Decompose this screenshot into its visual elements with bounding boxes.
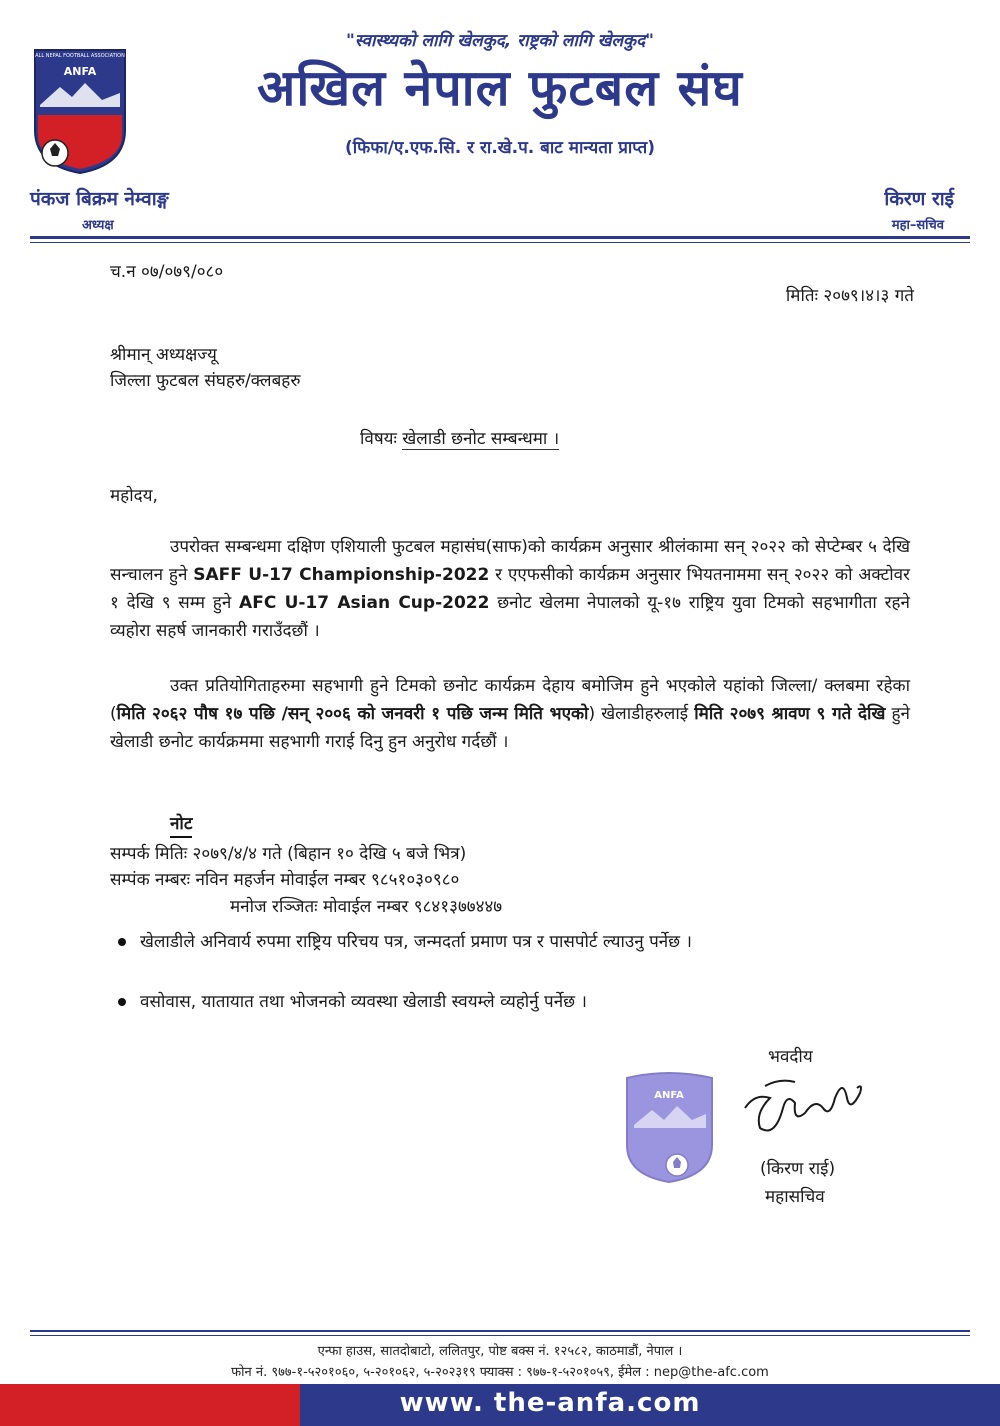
- subject-text: खेलाडी छनोट सम्बन्धमा ।: [402, 429, 560, 449]
- secretary-name: किरण राई: [884, 188, 954, 210]
- subject-line: [360, 425, 559, 453]
- website-link[interactable]: www. the-anfa.com: [399, 1388, 701, 1418]
- closing: भवदीय: [768, 1047, 813, 1067]
- president-title: अध्यक्ष: [82, 218, 114, 233]
- signer-title: महासचिव: [765, 1187, 825, 1207]
- org-name: अखिल नेपाल फुटबल संघ: [257, 59, 743, 117]
- footer-address: एन्फा हाउस, सातदोबाटो, ललितपुर, पोष्ट बक्स नं. १२५८२, काठमाडौं, नेपाल ।: [317, 1344, 683, 1359]
- note-bullet-2: वसोवास, यातायात तथा भोजनको व्यवस्था खेलाडी स्वयम्ले व्यहोर्नु पर्नेछ ।: [140, 988, 910, 1016]
- stamp-logo-text: ANFA: [654, 1090, 684, 1101]
- anfa-stamp: [622, 1070, 717, 1185]
- footer-divider-thin: [30, 1335, 970, 1336]
- contact-number-1: सम्पंक नम्बरः नविन महर्जन मोवाईल नम्बर ९८५१०३०९८०: [110, 870, 460, 890]
- contact-date: सम्पर्क मितिः २०७९/४/४ गते (बिहान १० देखि ५ बजे भित्र): [110, 844, 467, 864]
- recognition-line: (फिफा/ए.एफ.सि. र रा.खे.प. बाट मान्यता प्राप्त): [345, 138, 655, 158]
- president-name: पंकज बिक्रम नेम्वाङ्ग: [30, 188, 169, 210]
- website-band-accent: [0, 1384, 300, 1426]
- note-bullet-1: खेलाडीले अनिवार्य रुपमा राष्ट्रिय परिचय पत्र, जन्मदर्ता प्रमाण पत्र र पासपोर्ट ल्याउनु पर्नेछ ।: [140, 928, 910, 956]
- letter-date: मितिः २०७९।४।३ गते: [785, 286, 914, 306]
- note-heading: नोट: [170, 812, 192, 838]
- header-divider: [30, 236, 970, 239]
- addressee-line-2: जिल्ला फुटबल संघहरु/क्लबहरु: [110, 371, 301, 391]
- footer-contact: फोन नं. ९७७-१-५२०१०६०, ५-२०१०६२, ५-२०२३१९ फ्याक्स : ९७७-१-५२०१०५९, ईमेल : nep@the-afc.com: [231, 1365, 769, 1380]
- bullet-icon: [118, 998, 126, 1006]
- paragraph-1: उपरोक्त सम्बन्धमा दक्षिण एशियाली फुटबल महासंघ(साफ)को कार्यक्रम अनुसार श्रीलंकामा सन् २०२२ को सेप्टेम्बर ५ देखि सन्चालन हुने SAFF U-17 Championship-2022 र एएफसीको कार्यक्रम अनुसार भियतनाममा सन् २०२२ को अक्टोवर १ देखि ९ सम्म हुने AFC U-17 Asian Cup-2022 छनोट खेलमा नेपालको यू-१७ राष्ट्रिय युवा टिमको सहभागीता रहने व्यहोरा सहर्ष जानकारी गराउँदछौं ।: [110, 537, 911, 641]
- footer-divider: [30, 1330, 970, 1332]
- logo-ring-text: ALL NEPAL FOOTBALL ASSOCIATION: [35, 53, 125, 59]
- header-divider-thin: [30, 242, 970, 243]
- contact-number-2: मनोज रञ्जितः मोवाईल नम्बर ९८४१३७७४४७: [230, 897, 503, 917]
- subject-label: विषयः: [360, 429, 397, 449]
- signature: [735, 1068, 875, 1148]
- slogan: "स्वास्थ्यको लागि खेलकुद, राष्ट्रको लागि खेलकुद": [346, 31, 654, 51]
- bullet-icon: [118, 938, 126, 946]
- signer-name: (किरण राई): [760, 1159, 836, 1179]
- paragraph-2: उक्त प्रतियोगिताहरुमा सहभागी हुने टिमको छनोट कार्यक्रम देहाय बमोजिम हुने भएकोले यहांको जिल्ला/ क्लबमा रहेका (मिति २०६२ पौष १७ पछि /सन् २००६ को जनवरी १ पछि जन्म मिति भएको) खेलाडीहरुलाई मिति २०७९ श्रावण ९ गते देखि हुने खेलाडी छनोट कार्यक्रममा सहभागी गराई दिनु हुन अनुरोध गर्दछौं ।: [110, 676, 910, 752]
- addressee-line-1: श्रीमान् अध्यक्षज्यू: [110, 345, 217, 365]
- reference-number: च.न ०७/०७९/०८०: [110, 262, 224, 282]
- logo-text: ANFA: [63, 65, 97, 78]
- salutation: महोदय,: [110, 486, 158, 506]
- secretary-title: महा–सचिव: [891, 218, 944, 233]
